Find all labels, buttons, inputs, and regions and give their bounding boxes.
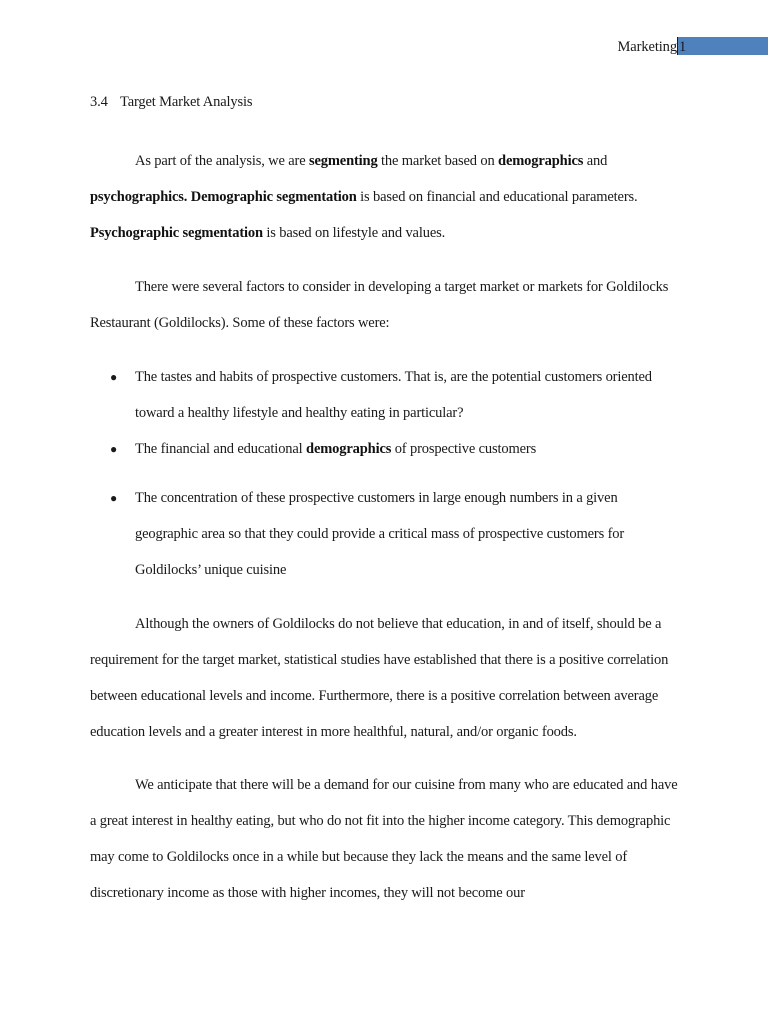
paragraph-demand: We anticipate that there will be a demand for our cuisine from many who are educated and have a great interest in healthy eating, but who do not fit into the higher income category. This demographic may come to Goldilocks once in a while but because they lack the means and the same level of discretionary income as those with higher incomes, they will not become our	[90, 777, 678, 901]
bold-term-demographics: demographics	[498, 153, 584, 169]
bold-term-psychographics: psychographics.	[90, 189, 188, 205]
list-item-text: The tastes and habits of prospective customers. That is, are the potential customers oriented toward a healthy lifestyle and healthy eating in particular?	[135, 369, 652, 421]
document-body	[90, 88, 680, 911]
section-title: Target Market Analysis	[120, 94, 253, 110]
section-number: 3.4	[90, 94, 108, 110]
text-run: and	[583, 153, 608, 169]
paragraph-education-income: Although the owners of Goldilocks do not believe that education, in and of itself, should be a requirement for the target market, statistical studies have established that there is a positive correlation between educational levels and income. Furthermore, there is a positive correlation between average education levels and a greater interest in more healthful, natural, and/or organic foods.	[90, 616, 669, 740]
paragraph-segmentation	[90, 143, 680, 251]
text-run: is based on financial and educational parameters.	[356, 189, 638, 205]
text-run: the market based on	[377, 153, 499, 169]
list-item	[90, 480, 680, 588]
text-run: The financial and educational	[135, 441, 307, 457]
factors-list	[90, 359, 680, 588]
page-header	[0, 37, 768, 57]
list-item	[90, 431, 680, 467]
bold-term-demographic-segmentation: Demographic segmentation	[190, 189, 357, 205]
bullet-icon: ●	[110, 370, 118, 384]
bold-term-segmenting: segmenting	[308, 153, 378, 169]
page-number: 1	[677, 37, 768, 55]
section-heading	[90, 88, 680, 116]
bold-term-psychographic-segmentation: Psychographic segmentation	[90, 225, 263, 241]
bold-term-demographics: demographics	[306, 441, 392, 457]
bullet-icon: ●	[110, 491, 118, 505]
text-run: of prospective customers	[391, 441, 537, 457]
running-head: Marketing	[617, 39, 677, 55]
list-item-text: The concentration of these prospective customers in large enough numbers in a given geographic area so that they could provide a critical mass of prospective customers for Goldilocks’ unique cuisine	[135, 490, 625, 578]
list-item	[90, 359, 680, 431]
paragraph-factors-intro: There were several factors to consider in developing a target market or markets for Goldilocks Restaurant (Goldilocks). Some of these factors were:	[90, 279, 669, 331]
text-run: As part of the analysis, we are	[135, 153, 309, 169]
bullet-icon: ●	[110, 442, 118, 456]
text-run: is based on lifestyle and values.	[262, 225, 446, 241]
